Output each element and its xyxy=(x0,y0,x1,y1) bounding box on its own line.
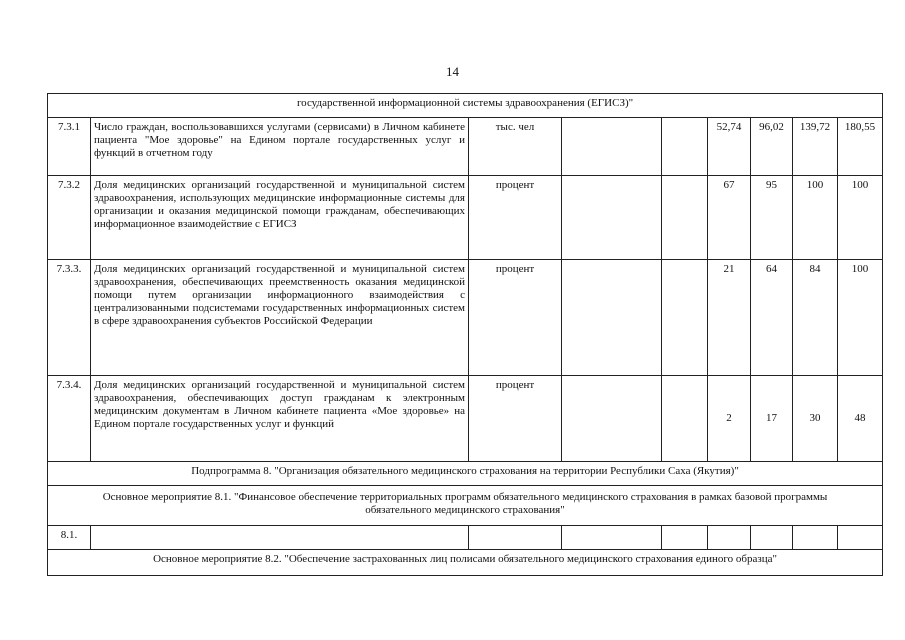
table-row xyxy=(48,118,883,176)
row-number: 7.3.2 xyxy=(48,176,91,260)
value-cell: 67 xyxy=(708,176,751,260)
empty-cell xyxy=(662,118,708,176)
unit-cell: процент xyxy=(469,176,562,260)
empty-cell xyxy=(562,176,662,260)
subprogram-title: Подпрограмма 8. "Организация обязательного медицинского страхования на территории Республики Саха (Якутия)" xyxy=(48,462,883,486)
value-cell: 30 xyxy=(793,376,838,462)
row-number: 7.3.3. xyxy=(48,260,91,376)
empty-cell xyxy=(662,526,708,550)
measure-title: Основное мероприятие 8.1. "Финансовое обеспечение территориальных программ обязательного медицинского страхования в рамках базовой программы обязательного медицинского страхования" xyxy=(48,486,883,526)
indicators-table xyxy=(47,93,883,576)
value-cell: 95 xyxy=(751,176,793,260)
empty-cell xyxy=(751,526,793,550)
empty-cell xyxy=(793,526,838,550)
value-cell: 180,55 xyxy=(838,118,883,176)
value-cell: 100 xyxy=(838,176,883,260)
section-header-cell: государственной информационной системы здравоохранения (ЕГИСЗ)" xyxy=(48,94,883,118)
empty-cell xyxy=(708,526,751,550)
empty-cell xyxy=(562,260,662,376)
table-row-measure xyxy=(48,486,883,526)
table-row-subprogram xyxy=(48,462,883,486)
value-cell: 52,74 xyxy=(708,118,751,176)
empty-cell xyxy=(662,176,708,260)
value-cell: 139,72 xyxy=(793,118,838,176)
page-number: 14 xyxy=(446,64,459,79)
value-cell: 100 xyxy=(838,260,883,376)
value-cell: 2 xyxy=(708,376,751,462)
empty-cell xyxy=(562,118,662,176)
table-row xyxy=(48,526,883,550)
empty-cell xyxy=(662,376,708,462)
value-cell: 96,02 xyxy=(751,118,793,176)
value-cell: 48 xyxy=(838,376,883,462)
value-cell: 84 xyxy=(793,260,838,376)
unit-cell: процент xyxy=(469,376,562,462)
empty-cell xyxy=(662,260,708,376)
indicator-name: Доля медицинских организаций государственной и муниципальной систем здравоохранения, обеспечивающих преемственность оказания медицинской помощи путем организации информационного взаимодействия с централизованными подсистемами государственных информационных систем в сфере здравоохранения субъектов Российской Федерации xyxy=(91,260,469,376)
value-cell: 64 xyxy=(751,260,793,376)
row-number: 7.3.4. xyxy=(48,376,91,462)
row-number: 7.3.1 xyxy=(48,118,91,176)
measure-title: Основное мероприятие 8.2. "Обеспечение застрахованных лиц полисами обязательного медицинского страхования единого образца" xyxy=(48,550,883,576)
indicator-name: Число граждан, воспользовавшихся услугами (сервисами) в Личном кабинете пациента "Мое здоровье" на Едином портале государственных услуг и функций в отчетном году xyxy=(91,118,469,176)
indicator-name: Доля медицинских организаций государственной и муниципальной систем здравоохранения, обеспечивающих доступ гражданам к электронным медицинским документам в Личном кабинете пациента «Мое здоровье» на Едином портале государственных услуг и функций xyxy=(91,376,469,462)
table-row-measure xyxy=(48,550,883,576)
empty-cell xyxy=(469,526,562,550)
row-number: 8.1. xyxy=(48,526,91,550)
value-cell: 100 xyxy=(793,176,838,260)
unit-cell: тыс. чел xyxy=(469,118,562,176)
indicator-name: Доля медицинских организаций государственной и муниципальной систем здравоохранения, использующих медицинские информационные системы для организации и оказания медицинской помощи гражданам, обеспечивающих информационное взаимодействие с ЕГИСЗ xyxy=(91,176,469,260)
table-row xyxy=(48,260,883,376)
value-cell: 21 xyxy=(708,260,751,376)
empty-cell xyxy=(91,526,469,550)
empty-cell xyxy=(562,526,662,550)
empty-cell xyxy=(562,376,662,462)
unit-cell: процент xyxy=(469,260,562,376)
table-row xyxy=(48,176,883,260)
empty-cell xyxy=(838,526,883,550)
table-row-header xyxy=(48,94,883,118)
value-cell: 17 xyxy=(751,376,793,462)
table-row xyxy=(48,376,883,462)
